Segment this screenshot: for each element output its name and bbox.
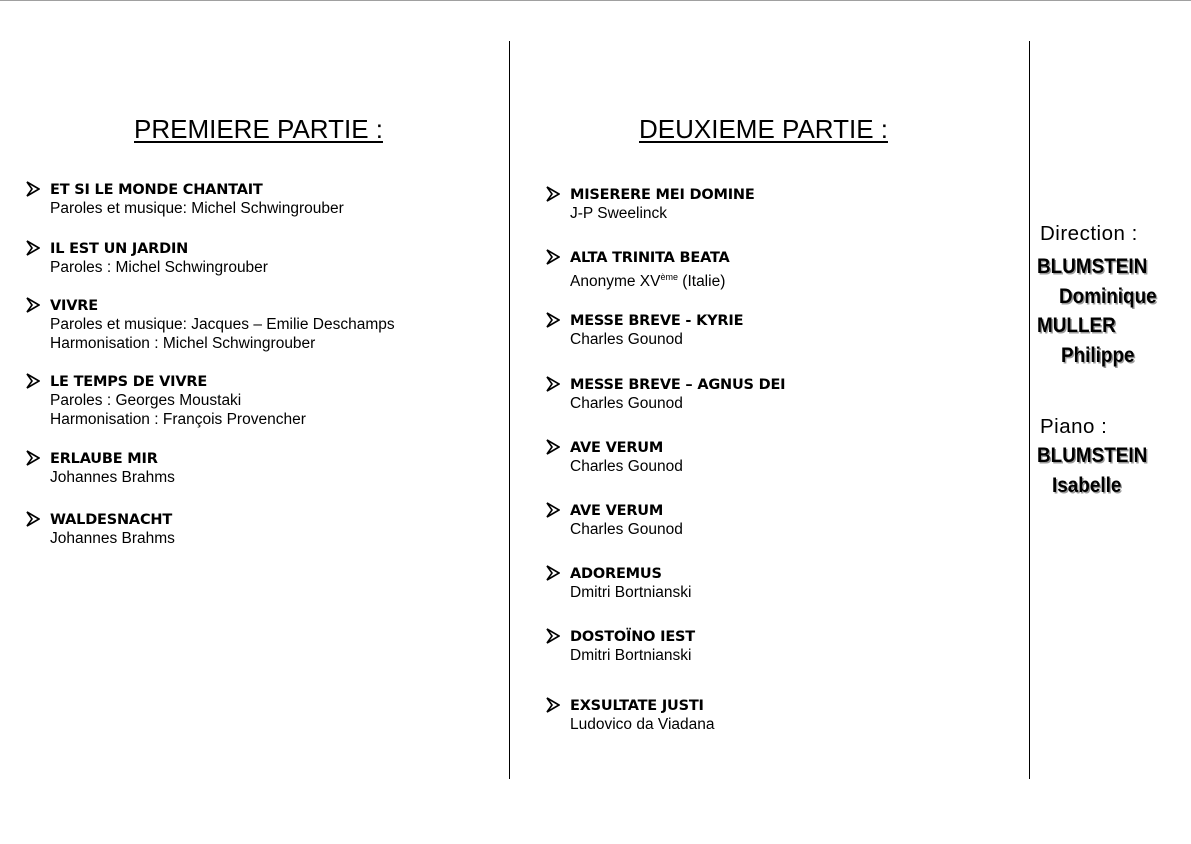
song-title: LE TEMPS DE VIVRE xyxy=(50,374,208,390)
part2-entry xyxy=(546,439,683,477)
song-title: IL EST UN JARDIN xyxy=(50,241,189,257)
song-credit: Harmonisation : Michel Schwingrouber xyxy=(50,334,316,352)
credit-text: (Italie) xyxy=(677,273,726,290)
part1-entry xyxy=(26,373,306,429)
part2-entry xyxy=(546,628,695,666)
song-credit: Paroles et musique: Jacques – Emilie Deschamps xyxy=(50,316,395,333)
arrowhead-bullet-icon xyxy=(26,240,40,256)
part1-entry xyxy=(26,511,175,549)
song-title: MESSE BREVE – AGNUS DEI xyxy=(570,377,786,393)
arrowhead-bullet-icon xyxy=(26,511,40,527)
arrowhead-bullet-icon xyxy=(26,450,40,466)
song-credit: Charles Gounod xyxy=(570,521,683,538)
song-credit: Dmitri Bortnianski xyxy=(570,647,692,664)
director2-firstname: Philippe xyxy=(1061,344,1135,367)
column-divider-right xyxy=(1029,41,1030,779)
song-title: ERLAUBE MIR xyxy=(50,451,158,467)
piano-label: Piano : xyxy=(1040,415,1108,438)
song-credit: Paroles et musique: Michel Schwingrouber xyxy=(50,200,344,217)
arrowhead-bullet-icon xyxy=(26,297,40,313)
arrowhead-bullet-icon xyxy=(546,376,560,392)
song-credit: Charles Gounod xyxy=(570,331,683,348)
arrowhead-bullet-icon xyxy=(546,565,560,581)
arrowhead-bullet-icon xyxy=(26,373,40,389)
song-title: MISERERE MEI DOMINE xyxy=(570,187,755,203)
part1-entry xyxy=(26,181,344,219)
song-title: EXSULTATE JUSTI xyxy=(570,698,704,714)
arrowhead-bullet-icon xyxy=(546,628,560,644)
song-credit: Paroles : Michel Schwingrouber xyxy=(50,259,268,276)
song-credit: Charles Gounod xyxy=(570,458,683,475)
arrowhead-bullet-icon xyxy=(546,697,560,713)
top-rule xyxy=(0,0,1191,1)
part2-entry xyxy=(546,312,743,350)
song-credit xyxy=(570,268,730,292)
director1-firstname: Dominique xyxy=(1059,285,1157,308)
song-title: DOSTOÏNO IEST xyxy=(570,629,695,645)
credit-superscript: ème xyxy=(660,272,678,282)
song-title: WALDESNACHT xyxy=(50,512,173,528)
arrowhead-bullet-icon xyxy=(546,312,560,328)
part2-title: DEUXIEME PARTIE : xyxy=(639,114,888,144)
arrowhead-bullet-icon xyxy=(546,439,560,455)
song-title: ALTA TRINITA BEATA xyxy=(570,250,730,266)
pianist-firstname: Isabelle xyxy=(1052,474,1122,497)
part2-entry xyxy=(546,249,730,292)
song-credit: Paroles : Georges Moustaki xyxy=(50,392,242,409)
song-credit: Dmitri Bortnianski xyxy=(570,584,692,601)
part2-entry xyxy=(546,697,715,735)
director1-surname: BLUMSTEIN xyxy=(1037,255,1148,278)
song-credit: Ludovico da Viadana xyxy=(570,716,715,733)
part1-entry xyxy=(26,240,268,278)
song-title: AVE VERUM xyxy=(570,503,664,519)
arrowhead-bullet-icon xyxy=(546,186,560,202)
part2-entry xyxy=(546,502,683,540)
arrowhead-bullet-icon xyxy=(546,502,560,518)
song-title: AVE VERUM xyxy=(570,440,664,456)
arrowhead-bullet-icon xyxy=(546,249,560,265)
song-credit: Johannes Brahms xyxy=(50,530,175,547)
song-title: ET SI LE MONDE CHANTAIT xyxy=(50,182,263,198)
song-title: MESSE BREVE - KYRIE xyxy=(570,313,744,329)
column-divider-left xyxy=(509,41,510,779)
song-credit: Charles Gounod xyxy=(570,395,683,412)
part1-title: PREMIERE PARTIE : xyxy=(134,114,383,144)
pianist-surname: BLUMSTEIN xyxy=(1037,444,1148,467)
song-title: ADOREMUS xyxy=(570,566,662,582)
song-title: VIVRE xyxy=(50,298,98,314)
director2-surname: MULLER xyxy=(1037,314,1116,337)
direction-label: Direction : xyxy=(1040,222,1138,245)
song-credit: Harmonisation : François Provencher xyxy=(50,410,306,428)
part2-entry xyxy=(546,376,785,414)
song-credit: J-P Sweelinck xyxy=(570,205,668,222)
song-credit: Johannes Brahms xyxy=(50,469,175,486)
part2-entry xyxy=(546,565,691,603)
part1-entry xyxy=(26,450,175,488)
part1-entry xyxy=(26,297,395,353)
part2-entry xyxy=(546,186,755,224)
credit-text: Anonyme XV xyxy=(570,273,661,290)
arrowhead-bullet-icon xyxy=(26,181,40,197)
